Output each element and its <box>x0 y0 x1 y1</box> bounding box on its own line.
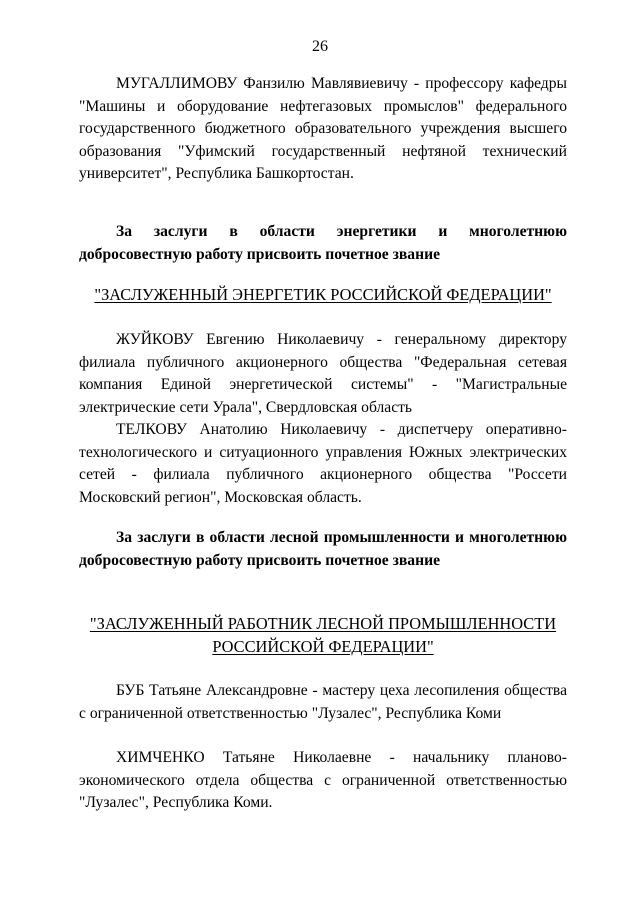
award-heading-forestry: За заслуги в области лесной промышленности и многолетнюю добросовестную работу присвоить почетное звание <box>79 529 567 569</box>
award-heading-energy: За заслуги в области энергетики и многолетнюю добросовестную работу присвоить почетное звание <box>79 223 567 263</box>
award-paragraph-khimchenko: ХИМЧЕНКО Татьяне Николаевне - начальнику планово-экономического отдела общества с ограниченной ответственностью "Лузалес", Республика Коми. <box>79 749 567 812</box>
award-paragraph-telkov: ТЕЛКОВУ Анатолию Николаевичу - диспетчеру оперативно-технологического и ситуационного управления Южных электрических сетей - филиала публичного акционерного общества "Россети Московский регион", Московская область. <box>79 421 567 506</box>
award-paragraph-mugallimov: МУГАЛЛИМОВУ Фанзилю Мавлявиевичу - профессору кафедры "Машины и оборудование нефтегазовых промыслов" федерального государственного бюджетного образовательного учреждения высшего образования "Уфимский государственный нефтяной технический университет", Республика Башкортостан. <box>79 75 567 183</box>
award-paragraph-bub: БУБ Татьяне Александровне - мастеру цеха лесопиления общества с ограниченной ответственностью "Лузалес", Республика Коми <box>79 682 567 722</box>
award-title-energy-text: "ЗАСЛУЖЕННЫЙ ЭНЕРГЕТИК РОССИЙСКОЙ ФЕДЕРАЦИИ" <box>94 285 552 304</box>
award-title-forestry <box>79 613 567 658</box>
award-title-energy <box>79 284 567 307</box>
award-paragraph-zhuikov: ЖУЙКОВУ Евгению Николаевичу - генеральному директору филиала публичного акционерного общества "Федеральная сетевая компания Единой энергетической системы" - "Магистральные электрические сети Урала", Свердловская область <box>79 331 567 416</box>
page-number: 26 <box>312 38 328 55</box>
award-title-forestry-line2: РОССИЙСКОЙ ФЕДЕРАЦИИ" <box>212 636 434 656</box>
award-title-forestry-line1: "ЗАСЛУЖЕННЫЙ РАБОТНИК ЛЕСНОЙ ПРОМЫШЛЕННОСТИ <box>89 614 557 633</box>
